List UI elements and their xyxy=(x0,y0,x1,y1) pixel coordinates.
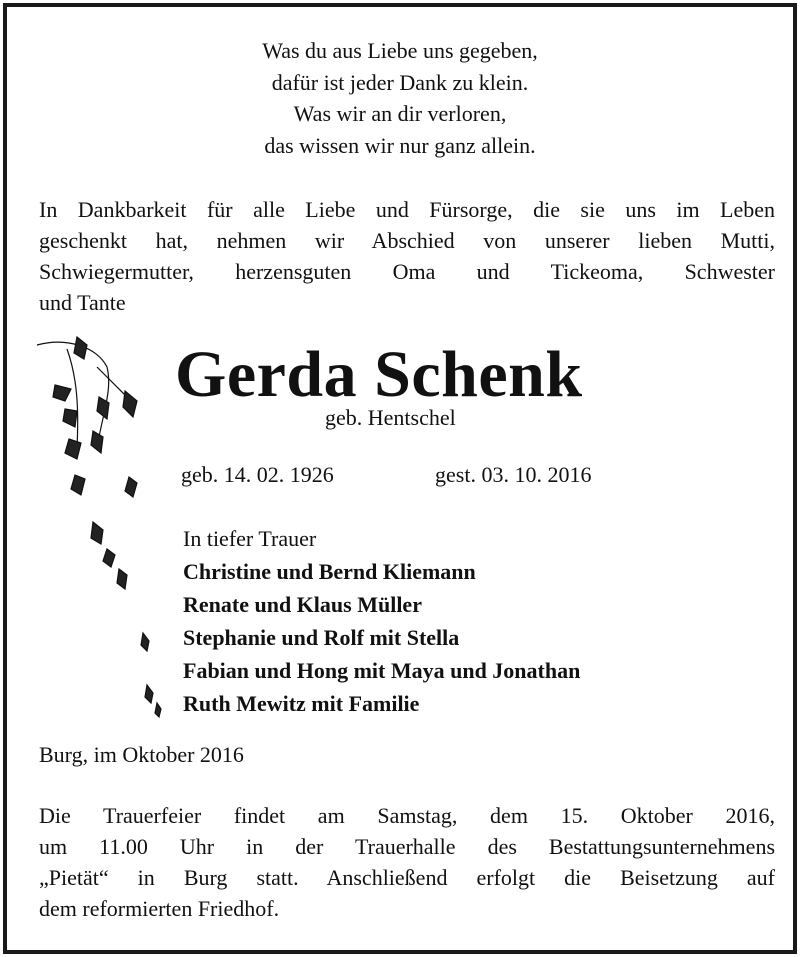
death-date: gest. 03. 10. 2016 xyxy=(435,462,592,487)
mourners-heading: In tiefer Trauer xyxy=(183,526,317,551)
poem-line: Was wir an dir verloren, xyxy=(293,101,507,126)
funeral-info-paragraph xyxy=(39,800,775,924)
intro-line: und Tante xyxy=(39,290,126,315)
mourner-name: Stephanie und Rolf mit Stella xyxy=(183,625,460,650)
intro-paragraph xyxy=(39,194,775,318)
intro-line: Schwiegermutter, herzensguten Oma und Tickeoma, Schwester xyxy=(39,259,775,284)
memorial-poem xyxy=(7,35,793,161)
mourner-name: Christine und Bernd Kliemann xyxy=(183,559,476,584)
mourners-list xyxy=(183,522,580,720)
birth-date: geb. 14. 02. 1926 xyxy=(181,462,334,487)
intro-line: geschenkt hat, nehmen wir Abschied von unserer lieben Mutti, xyxy=(39,228,775,253)
mourner-name: Fabian und Hong mit Maya und Jonathan xyxy=(183,658,581,683)
maiden-name: geb. Hentschel xyxy=(325,405,456,430)
funeral-line: „Pietät“ in Burg statt. Anschließend erfolgt die Beisetzung auf xyxy=(39,865,775,890)
funeral-line: um 11.00 Uhr in der Trauerhalle des Bestattungsunternehmens xyxy=(39,834,775,859)
place-and-date: Burg, im Oktober 2016 xyxy=(39,742,244,767)
mourner-name: Renate und Klaus Müller xyxy=(183,592,422,617)
funeral-line: Die Trauerfeier findet am Samstag, dem 15. Oktober 2016, xyxy=(39,803,775,828)
funeral-line: dem reformierten Friedhof. xyxy=(39,896,280,921)
mourner-name: Ruth Mewitz mit Familie xyxy=(183,691,420,716)
deceased-name: Gerda Schenk xyxy=(175,338,583,411)
poem-line: das wissen wir nur ganz allein. xyxy=(264,132,536,158)
intro-line: In Dankbarkeit für alle Liebe und Fürsorge, die sie uns im Leben xyxy=(39,197,775,222)
poem-line: dafür ist jeder Dank zu klein. xyxy=(271,69,529,95)
poem-line: Was du aus Liebe uns gegeben, xyxy=(262,38,538,63)
obituary-notice xyxy=(3,3,797,954)
birch-leaves-illustration xyxy=(7,327,177,727)
